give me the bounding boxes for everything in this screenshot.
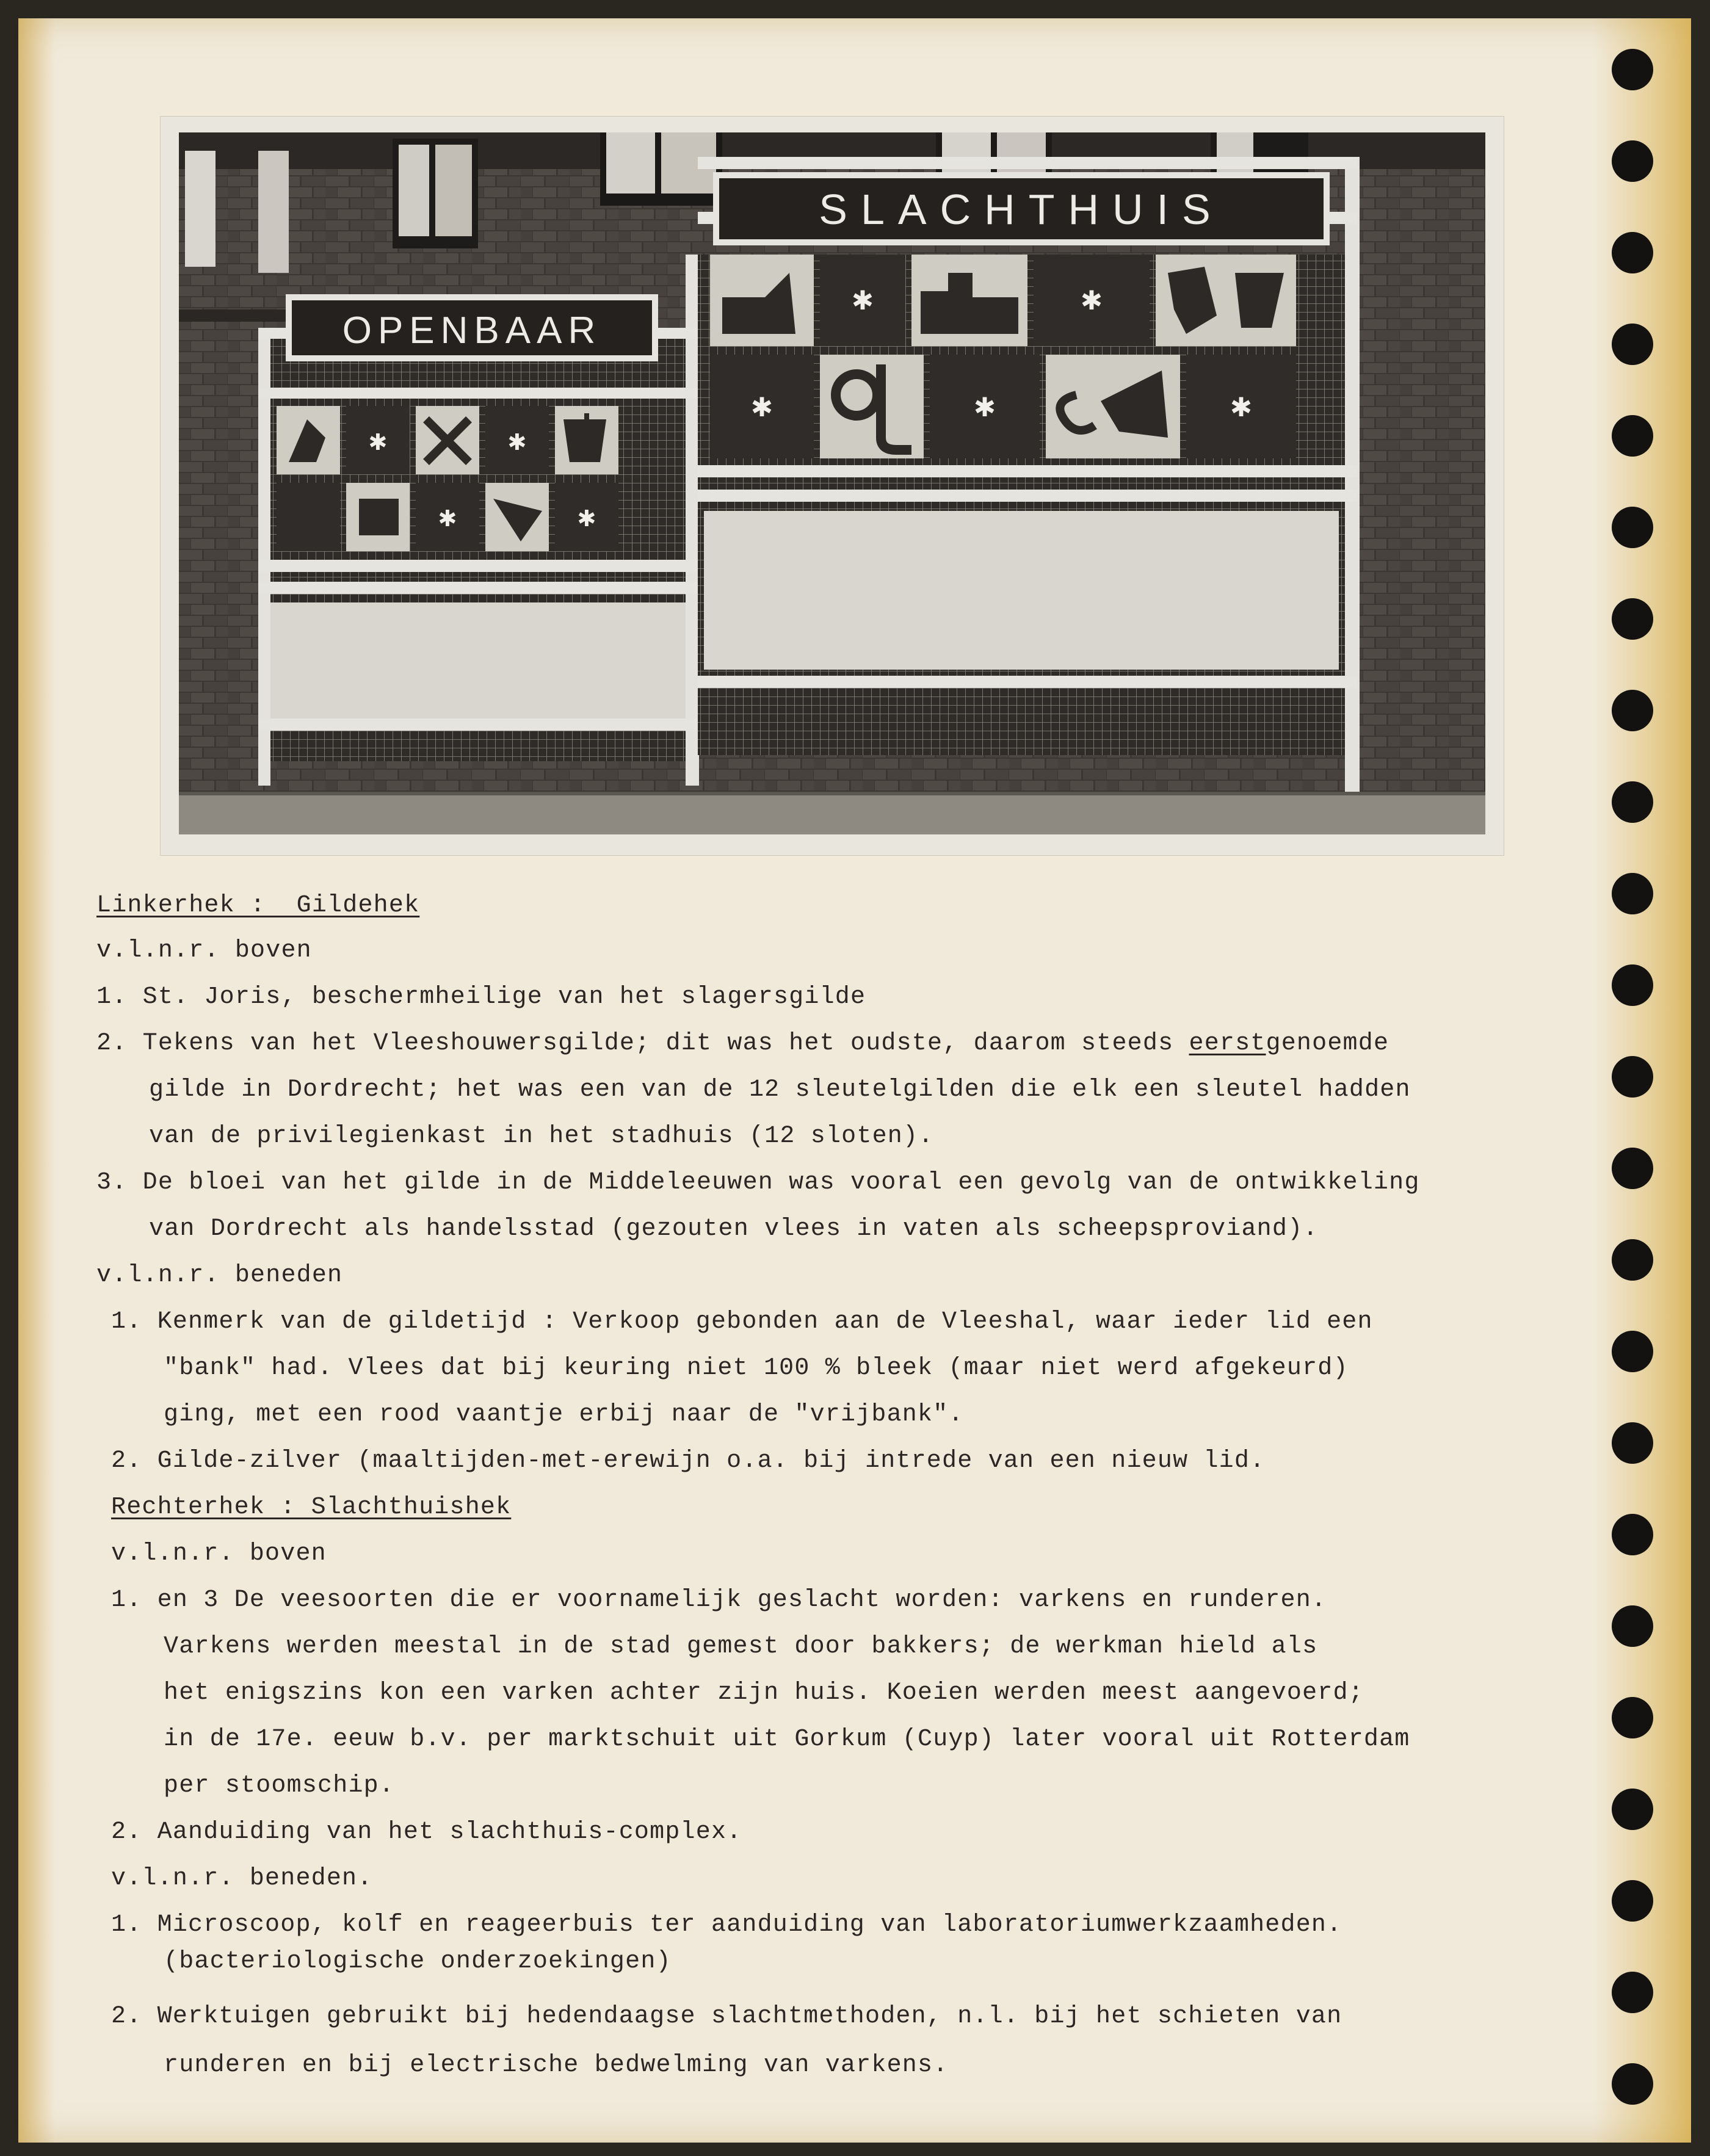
svg-text:✱: ✱: [852, 281, 873, 320]
heading-linkerhek: Linkerhek : Gildehek: [96, 892, 420, 919]
svg-text:✱: ✱: [438, 502, 457, 535]
svg-text:✱: ✱: [369, 426, 387, 459]
text-line: v.l.n.r. boven: [96, 937, 312, 964]
text-line: 1. Kenmerk van de gildetijd : Verkoop gebonden aan de Vleeshal, waar ieder lid een: [111, 1308, 1373, 1336]
text-line: [96, 1029, 1389, 1058]
text-line: 2. Werktuigen gebruikt bij hedendaagse slachtmethoden, n.l. bij het schieten van: [111, 2003, 1342, 2030]
heading-rechterhek: Rechterhek : Slachthuishek: [111, 1494, 512, 1521]
svg-text:✱: ✱: [1231, 388, 1252, 427]
text-line: van Dordrecht als handelsstad (gezouten vlees in vaten als scheepsproviand).: [149, 1215, 1319, 1243]
text-segment: 2. Tekens van het Vleeshouwersgilde; dit was het oudste, daarom steeds: [96, 1030, 1189, 1057]
text-line: van de privilegienkast in het stadhuis (12 sloten).: [149, 1123, 934, 1150]
svg-text:✱: ✱: [1081, 281, 1102, 320]
text-line: 2. Gilde-zilver (maaltijden-met-erewijn o.a. bij intrede van een nieuw lid.: [111, 1447, 1266, 1475]
text-line: 1. en 3 De veesoorten die er voornamelijk geslacht worden: varkens en runderen.: [111, 1586, 1327, 1614]
text-line: (bacteriologische onderzoekingen): [164, 1948, 672, 1975]
document-page: [18, 18, 1691, 2143]
underlined-word: eerst: [1189, 1030, 1266, 1057]
svg-text:✱: ✱: [508, 426, 526, 459]
svg-text:✱: ✱: [752, 388, 772, 427]
text-line: gilde in Dordrecht; het was een van de 12 sleutelgilden die elk een sleutel hadden: [149, 1076, 1411, 1104]
text-line: v.l.n.r. beneden: [96, 1262, 343, 1289]
text-segment: genoemde: [1266, 1030, 1389, 1057]
text-line: 1. Microscoop, kolf en reageerbuis ter aanduiding van laboratoriumwerkzaamheden.: [111, 1911, 1342, 1939]
text-line: 3. De bloei van het gilde in de Middeleeuwen was vooral een gevolg van de ontwikkeling: [96, 1169, 1420, 1196]
text-line: per stoomschip.: [164, 1772, 395, 1800]
text-line: v.l.n.r. beneden.: [111, 1865, 373, 1892]
text-line: het enigszins kon een varken achter zijn huis. Koeien werden meest aangevoerd;: [164, 1679, 1364, 1707]
text-line: Varkens werden meestal in de stad gemest door bakkers; de werkman hield als: [164, 1633, 1318, 1660]
text-line: 2. Aanduiding van het slachthuis-complex.: [111, 1818, 742, 1846]
svg-text:✱: ✱: [974, 388, 995, 427]
typed-description: [18, 18, 1691, 2143]
text-line: 1. St. Joris, beschermheilige van het slagersgilde: [96, 983, 866, 1011]
sign-slachthuis: SLACHTHUIS: [819, 186, 1224, 233]
text-line: "bank" had. Vlees dat bij keuring niet 100 % bleek (maar niet werd afgekeurd): [164, 1355, 1349, 1382]
text-line: runderen en bij electrische bedwelming van varkens.: [164, 2052, 949, 2079]
sign-openbaar: OPENBAAR: [342, 309, 602, 352]
text-line: ging, met een rood vaantje erbij naar de "vrijbank".: [164, 1401, 964, 1428]
text-line: v.l.n.r. boven: [111, 1540, 327, 1568]
svg-text:✱: ✱: [578, 502, 596, 535]
text-line: in de 17e. eeuw b.v. per marktschuit uit Gorkum (Cuyp) later vooral uit Rotterdam: [164, 1726, 1410, 1753]
